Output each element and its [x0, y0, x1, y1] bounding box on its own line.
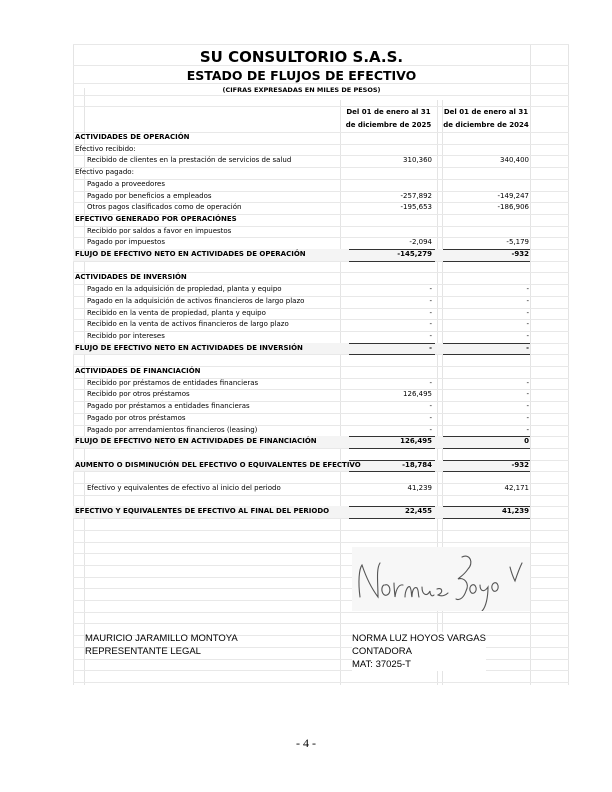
- table-row: [73, 495, 569, 507]
- total-row: [73, 460, 569, 472]
- row-label: EFECTIVO GENERADO POR OPERACIÓNES: [75, 214, 237, 223]
- value-2025: -: [429, 296, 432, 305]
- total-underline: [443, 436, 530, 437]
- total-row: [73, 506, 569, 518]
- table-row: [73, 272, 569, 284]
- page-number: - 4 -: [296, 736, 316, 750]
- value-2025: -18,784: [402, 460, 432, 469]
- row-label: Recibido por saldos a favor en impuestos: [87, 226, 232, 235]
- total-row: [73, 436, 569, 448]
- row-label: Pagado por beneficios a empleados: [87, 191, 212, 200]
- value-2024: -: [526, 413, 529, 422]
- value-2025: -: [429, 413, 432, 422]
- value-2025: -: [429, 331, 432, 340]
- grid-line: [73, 682, 569, 683]
- value-2024: -5,179: [506, 238, 529, 247]
- column-header-2025-line1: Del 01 de enero al 31: [346, 108, 431, 116]
- row-label: Efectivo recibido:: [75, 144, 136, 153]
- row-label: Recibido en la venta de activos financieros de largo plazo: [87, 320, 289, 329]
- value-2024: -: [526, 308, 529, 317]
- row-label: Recibido por otros préstamos: [87, 390, 190, 399]
- value-2024: -: [526, 390, 529, 399]
- table-row: [73, 144, 569, 156]
- total-underline: [349, 343, 435, 344]
- grid-line: [73, 95, 569, 96]
- accountant-signature: [352, 547, 530, 611]
- row-label: Otros pagos clasificados como de operación: [87, 203, 242, 212]
- value-2025: 310,360: [403, 156, 432, 165]
- total-underline: [349, 436, 435, 437]
- grid-line: [73, 670, 569, 671]
- row-label: FLUJO DE EFECTIVO NETO EN ACTIVIDADES DE OPERACIÓN: [75, 250, 306, 258]
- value-2025: -195,653: [400, 203, 432, 212]
- column-header-2024-line1: Del 01 de enero al 31: [443, 108, 529, 116]
- total-underline: [349, 506, 435, 507]
- value-2024: -149,247: [497, 191, 529, 200]
- value-2025: -2,094: [409, 238, 432, 247]
- column-header-2024-line2: de diciembre de 2024: [443, 121, 529, 129]
- value-2025: -145,279: [397, 250, 432, 258]
- grid-line: [73, 530, 569, 531]
- value-2024: -: [526, 378, 529, 387]
- table-row: [73, 202, 569, 214]
- value-2025: 22,455: [404, 507, 432, 516]
- value-2025: 126,495: [400, 437, 432, 446]
- legal-representative-name: MAURICIO JARAMILLO MONTOYA: [85, 633, 238, 644]
- value-2024: -: [526, 425, 529, 434]
- total-row: [73, 343, 569, 355]
- value-2024: 0: [524, 437, 529, 446]
- column-header-2025: [340, 106, 437, 132]
- column-header-2025-line2: de diciembre de 2025: [345, 121, 432, 129]
- total-underline: [443, 343, 530, 344]
- table-row: [73, 425, 569, 437]
- grid-line: [73, 542, 569, 543]
- total-underline: [443, 460, 530, 461]
- grid-line: [73, 83, 569, 84]
- table-row: [73, 155, 569, 167]
- grid-line: [73, 623, 569, 624]
- row-label: Pagado por préstamos a entidades financieras: [87, 402, 250, 411]
- company-name: SU CONSULTORIO S.A.S.: [199, 48, 404, 66]
- accountant-title: CONTADORA: [352, 646, 412, 657]
- value-2024: -: [526, 285, 529, 294]
- cash-flow-statement-sheet: [73, 44, 569, 685]
- table-row: [73, 319, 569, 331]
- row-label: Efectivo y equivalentes de efectivo al inicio del periodo: [87, 484, 281, 492]
- table-row: [73, 226, 569, 238]
- statement-title: ESTADO DE FLUJOS DE EFECTIVO: [186, 68, 417, 83]
- table-row: [73, 401, 569, 413]
- table-row: [73, 389, 569, 401]
- total-underline: [443, 249, 530, 250]
- table-row: [73, 214, 569, 226]
- table-row: [73, 483, 569, 495]
- row-label: FLUJO DE EFECTIVO NETO EN ACTIVIDADES DE FINANCIACIÓN: [75, 437, 317, 446]
- total-row: [73, 249, 569, 261]
- table-row: [73, 296, 569, 308]
- accountant-name: NORMA LUZ HOYOS VARGAS: [352, 633, 486, 644]
- row-label: Recibido por préstamos de entidades financieras: [87, 378, 259, 387]
- table-row: [73, 132, 569, 144]
- table-row: [73, 471, 569, 483]
- column-header-2024: [442, 106, 530, 132]
- row-label: Pagado en la adquisición de activos financieros de largo plazo: [87, 296, 305, 305]
- row-label: EFECTIVO Y EQUIVALENTES DE EFECTIVO AL FINAL DEL PERIODO: [75, 507, 330, 516]
- total-underline: [349, 518, 435, 519]
- value-2024: -186,906: [497, 203, 529, 212]
- value-2025: -257,892: [400, 191, 432, 200]
- value-2025: -: [429, 320, 432, 329]
- row-label: FLUJO DE EFECTIVO NETO EN ACTIVIDADES DE INVERSIÓN: [75, 343, 303, 352]
- total-underline: [349, 460, 435, 461]
- value-2025: -: [429, 343, 432, 352]
- value-2025: -: [429, 285, 432, 294]
- row-label: Pagado a proveedores: [87, 179, 166, 188]
- grid-line: [73, 659, 569, 660]
- row-label: AUMENTO O DISMINUCIÓN DEL EFECTIVO O EQUIVALENTES DE EFECTIVO: [75, 460, 361, 469]
- table-row: [73, 261, 569, 273]
- value-2025: 41,239: [407, 484, 432, 492]
- row-label: Recibido de clientes en la prestación de servicios de salud: [87, 156, 292, 165]
- value-2024: 340,400: [500, 156, 529, 165]
- handwritten-signature-icon: [352, 547, 530, 611]
- accountant-block: [352, 632, 486, 671]
- table-row: [73, 354, 569, 366]
- table-row: [73, 448, 569, 460]
- total-underline: [443, 506, 530, 507]
- value-2025: 126,495: [403, 390, 432, 399]
- value-2024: -: [526, 402, 529, 411]
- value-2024: -: [526, 331, 529, 340]
- row-label: Pagado en la adquisición de propiedad, planta y equipo: [87, 285, 282, 294]
- row-label: Pagado por otros préstamos: [87, 413, 186, 422]
- grid-line: [73, 44, 569, 45]
- row-label: Pagado por impuestos: [87, 238, 165, 247]
- total-underline: [349, 249, 435, 250]
- value-2025: -: [429, 308, 432, 317]
- row-label: ACTIVIDADES DE INVERSIÓN: [75, 273, 187, 282]
- table-row: [73, 413, 569, 425]
- row-label: ACTIVIDADES DE OPERACIÓN: [75, 133, 190, 141]
- row-label: Efectivo pagado:: [75, 168, 134, 177]
- table-row: [73, 167, 569, 179]
- legal-representative-block: [85, 632, 238, 658]
- value-2024: -: [526, 296, 529, 305]
- units-note: (CIFRAS EXPRESADAS EN MILES DE PESOS): [222, 86, 381, 94]
- value-2025: -: [429, 402, 432, 411]
- value-2024: -932: [511, 250, 529, 258]
- total-underline: [443, 518, 530, 519]
- legal-representative-title: REPRESENTANTE LEGAL: [85, 646, 201, 657]
- table-row: [73, 284, 569, 296]
- value-2024: 41,239: [501, 507, 529, 516]
- table-row: [73, 237, 569, 249]
- table-row: [73, 366, 569, 378]
- row-label: Pagado por arrendamientos financieros (leasing): [87, 425, 258, 434]
- grid-line: [73, 612, 569, 613]
- value-2024: -932: [511, 460, 529, 469]
- row-label: ACTIVIDADES DE FINANCIACIÓN: [75, 367, 201, 375]
- value-2024: 42,171: [504, 484, 529, 492]
- value-2025: -: [429, 425, 432, 434]
- table-row: [73, 179, 569, 191]
- value-2024: -: [526, 343, 529, 352]
- value-2024: -: [526, 320, 529, 329]
- accountant-license: MAT: 37025-T: [352, 659, 411, 670]
- table-row: [73, 331, 569, 343]
- value-2025: -: [429, 378, 432, 387]
- table-row: [73, 191, 569, 203]
- row-label: Recibido en la venta de propiedad, planta y equipo: [87, 308, 266, 317]
- table-row: [73, 378, 569, 390]
- row-label: Recibido por intereses: [87, 331, 165, 340]
- table-row: [73, 308, 569, 320]
